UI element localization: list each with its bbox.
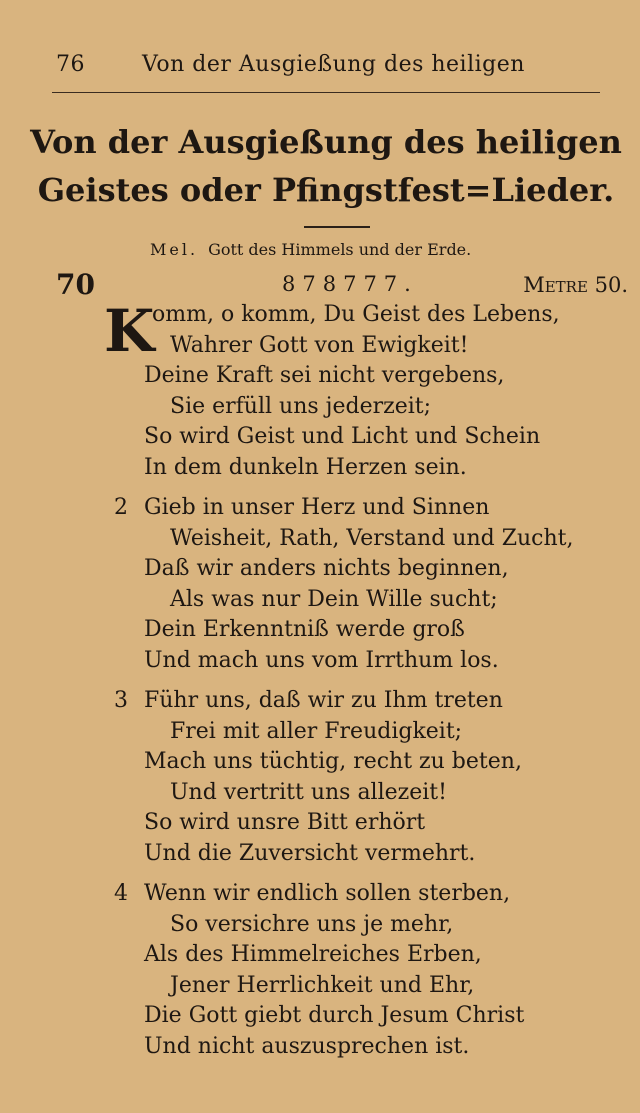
running-head xyxy=(56,52,600,86)
verse-1 xyxy=(0,297,640,483)
melody-tune: Gott des Himmels und der Erde. xyxy=(208,240,472,259)
section-title-line-2: Geistes oder Pfingstfest=Lieder. xyxy=(37,171,615,209)
page-number: 76 xyxy=(56,52,85,77)
verse-line: Gieb in unser Herz und Sinnen xyxy=(144,495,490,520)
drop-cap: K xyxy=(104,297,155,365)
verse-line: Als was nur Dein Wille sucht; xyxy=(170,586,498,612)
hymn-number: 70 xyxy=(56,268,95,301)
verse-number: 3 xyxy=(114,688,128,713)
verse-line: Daß wir anders nichts beginnen, xyxy=(144,556,509,581)
verse-line: Und mach uns vom Irrthum los. xyxy=(144,647,499,673)
verse-line: Wenn wir endlich sollen sterben, xyxy=(144,881,511,906)
verse-line: Dein Erkenntniß werde groß xyxy=(144,617,465,642)
section-title-line-1: Von der Ausgießung des heiligen xyxy=(30,123,622,161)
verse-line: Wahrer Gott von Ewigkeit! xyxy=(170,332,469,358)
verse-3 xyxy=(0,686,640,869)
verse-line: So wird unsre Bitt erhört xyxy=(144,810,426,835)
verse-2 xyxy=(0,493,640,676)
melody-prefix: Mel. xyxy=(150,240,199,259)
title-divider xyxy=(304,226,370,228)
verse-line: Als des Himmelreiches Erben, xyxy=(144,942,482,967)
verse-line: Weisheit, Rath, Verstand und Zucht, xyxy=(170,525,574,551)
verse-4 xyxy=(0,879,640,1062)
verse-line: So versichre uns je mehr, xyxy=(170,911,454,937)
verse-line: Sie erfüll uns jederzeit; xyxy=(170,393,432,419)
hymn-verses xyxy=(0,297,640,1072)
metre-label: Metre 50. xyxy=(523,273,628,297)
verse-number: 4 xyxy=(114,881,128,906)
running-title: Von der Ausgießung des heiligen xyxy=(142,52,525,77)
verse-line: Jener Herrlichkeit und Ehr, xyxy=(170,972,475,998)
verse-line: Führ uns, daß wir zu Ihm treten xyxy=(144,688,503,713)
verse-line: Frei mit aller Freudigkeit; xyxy=(170,718,463,744)
verse-line: Und nicht auszusprechen ist. xyxy=(144,1033,470,1059)
verse-line: Mach uns tüchtig, recht zu beten, xyxy=(144,749,522,774)
section-title xyxy=(30,118,622,214)
verse-line: In dem dunkeln Herzen sein. xyxy=(144,454,467,480)
verse-line: Die Gott giebt durch Jesum Christ xyxy=(144,1003,525,1028)
verse-line: Und vertritt uns allezeit! xyxy=(170,779,447,805)
verse-line: omm, o komm, Du Geist des Lebens, xyxy=(152,302,560,327)
header-divider xyxy=(52,92,600,93)
melody-line xyxy=(150,240,471,259)
verse-line: So wird Geist und Licht und Schein xyxy=(144,424,541,449)
verse-number: 2 xyxy=(114,495,128,520)
verse-line: Deine Kraft sei nicht vergebens, xyxy=(144,363,505,388)
metre-count: 878777. xyxy=(282,272,418,296)
verse-line: Und die Zuversicht vermehrt. xyxy=(144,840,476,866)
